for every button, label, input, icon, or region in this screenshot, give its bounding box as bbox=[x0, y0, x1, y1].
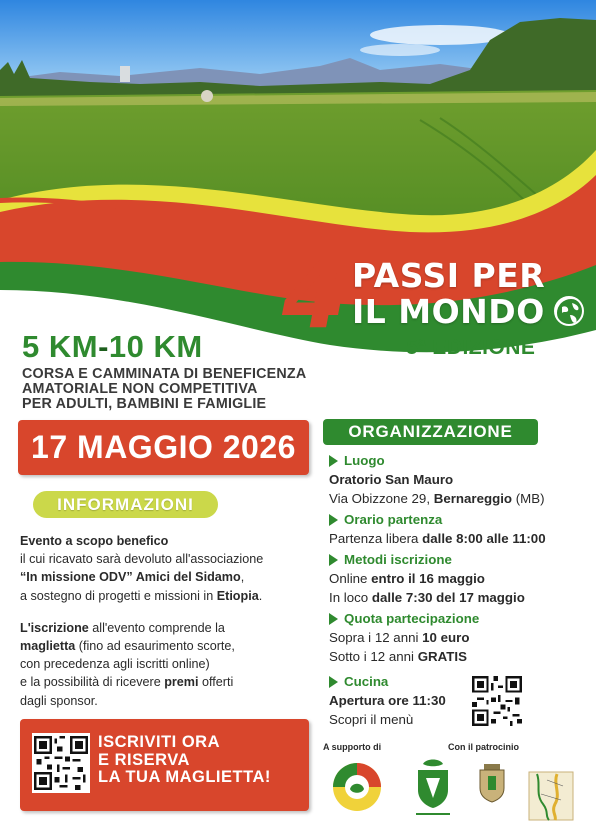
info-line: con precedenza agli iscritti online) bbox=[20, 657, 210, 672]
info-tshirt: maglietta bbox=[20, 639, 76, 654]
org-line: Sotto i 12 anni bbox=[329, 649, 418, 664]
cta-line-2: E RISERVA bbox=[98, 750, 190, 769]
triangle-bullet-icon bbox=[329, 554, 338, 566]
org-item-orario bbox=[329, 510, 591, 548]
info-registration: L'iscrizione bbox=[20, 620, 89, 635]
subtitle-line-3: PER ADULTI, BAMBINI E FAMIGLIE bbox=[22, 396, 267, 412]
registration-qr-code[interactable] bbox=[32, 733, 90, 793]
info-line: dagli sponsor. bbox=[20, 693, 98, 708]
org-onsite-time: dalle 7:30 del 17 maggio bbox=[371, 590, 525, 605]
event-date: 17 MAGGIO 2026 bbox=[18, 420, 309, 475]
info-line: offerti bbox=[198, 675, 234, 690]
org-item-metodi bbox=[329, 550, 591, 607]
info-country: Etiopia bbox=[216, 588, 259, 603]
info-heading: INFORMAZIONI bbox=[33, 491, 218, 518]
org-heading-orario: Orario partenza bbox=[344, 512, 443, 527]
org-kitchen-time: Apertura ore 11:30 bbox=[329, 693, 446, 708]
distance-short: 5 KM bbox=[22, 329, 99, 364]
org-heading-cucina: Cucina bbox=[344, 674, 389, 689]
org-menu-link[interactable]: Scopri il menù bbox=[329, 712, 414, 727]
provincia-monza-brianza-logo bbox=[408, 758, 458, 822]
distance-long: 10 KM bbox=[108, 329, 203, 364]
globe-icon bbox=[554, 296, 584, 326]
amici-del-sidamo-logo bbox=[332, 762, 382, 812]
info-line: il cui ricavato sarà devoluto all'associazione bbox=[20, 552, 264, 567]
info-charity-heading: Evento a scopo benefico bbox=[20, 534, 169, 548]
org-place: Oratorio San Mauro bbox=[329, 472, 454, 487]
info-punct: , bbox=[240, 570, 245, 585]
org-heading-metodi: Metodi iscrizione bbox=[344, 552, 452, 567]
org-heading-luogo: Luogo bbox=[344, 453, 385, 468]
edition-word: EDIZIONE bbox=[432, 336, 536, 359]
triangle-bullet-icon bbox=[329, 676, 338, 688]
edition-label bbox=[406, 334, 535, 360]
org-town: Bernareggio bbox=[433, 491, 513, 506]
organization-heading: ORGANIZZAZIONE bbox=[323, 419, 538, 445]
org-online-deadline: entro il 16 maggio bbox=[371, 571, 485, 586]
org-line: Partenza libera bbox=[329, 531, 423, 546]
cta-line-1: ISCRIVITI ORA bbox=[98, 733, 221, 751]
cta-line-3: LA TUA MAGLIETTA! bbox=[98, 768, 271, 786]
organization-list bbox=[329, 451, 591, 731]
supporto-label: A supporto di bbox=[323, 742, 382, 752]
org-line: Sopra i 12 anni bbox=[329, 630, 423, 645]
org-start-times: dalle 8:00 alle 11:00 bbox=[422, 531, 546, 546]
info-line: a sostegno di progetti e missioni in bbox=[20, 588, 217, 603]
comune-di-bernareggio-logo bbox=[468, 760, 516, 824]
info-line: (fino ad esaurimento scorte, bbox=[75, 639, 235, 654]
org-item-cucina bbox=[329, 672, 591, 729]
org-heading-quota: Quota partecipazione bbox=[344, 611, 480, 626]
info-line: all'evento comprende la bbox=[88, 620, 225, 635]
org-line: In loco bbox=[329, 590, 372, 605]
subtitle-line-2: AMATORIALE NON COMPETITIVA bbox=[22, 381, 258, 397]
edition-number: 5 bbox=[406, 336, 419, 359]
patrocinio-label: Con il patrocinio bbox=[448, 742, 519, 752]
triangle-bullet-icon bbox=[329, 455, 338, 467]
title-line-1: PASSI PER bbox=[352, 256, 546, 295]
org-line: Online bbox=[329, 571, 372, 586]
org-address: Via Obizzone 29, bbox=[329, 491, 434, 506]
org-item-luogo bbox=[329, 451, 591, 508]
edition-sup: a bbox=[418, 334, 426, 349]
info-punct: . bbox=[258, 588, 263, 603]
registration-cta[interactable] bbox=[20, 719, 309, 811]
distance-separator: - bbox=[98, 329, 109, 364]
title-number: 4 bbox=[282, 242, 343, 349]
info-association: “In missione ODV” Amici del Sidamo bbox=[20, 570, 241, 585]
title-line-2: IL MONDO bbox=[352, 292, 545, 331]
triangle-bullet-icon bbox=[329, 514, 338, 526]
org-item-quota bbox=[329, 609, 591, 666]
cta-text bbox=[98, 734, 308, 787]
info-prizes: premi bbox=[164, 675, 199, 690]
menu-qr-code[interactable] bbox=[472, 676, 522, 726]
info-text bbox=[20, 532, 320, 710]
subtitle-line-1: CORSA E CAMMINATA DI BENEFICENZA bbox=[22, 366, 307, 382]
triangle-bullet-icon bbox=[329, 613, 338, 625]
distances bbox=[22, 329, 203, 365]
org-fee-adult: 10 euro bbox=[422, 630, 470, 645]
org-fee-child: GRATIS bbox=[417, 649, 467, 664]
pane-park-logo bbox=[527, 760, 575, 824]
org-province: (MB) bbox=[512, 491, 545, 506]
info-line: e la possibilità di ricevere bbox=[20, 675, 165, 690]
event-subtitle bbox=[22, 367, 322, 412]
